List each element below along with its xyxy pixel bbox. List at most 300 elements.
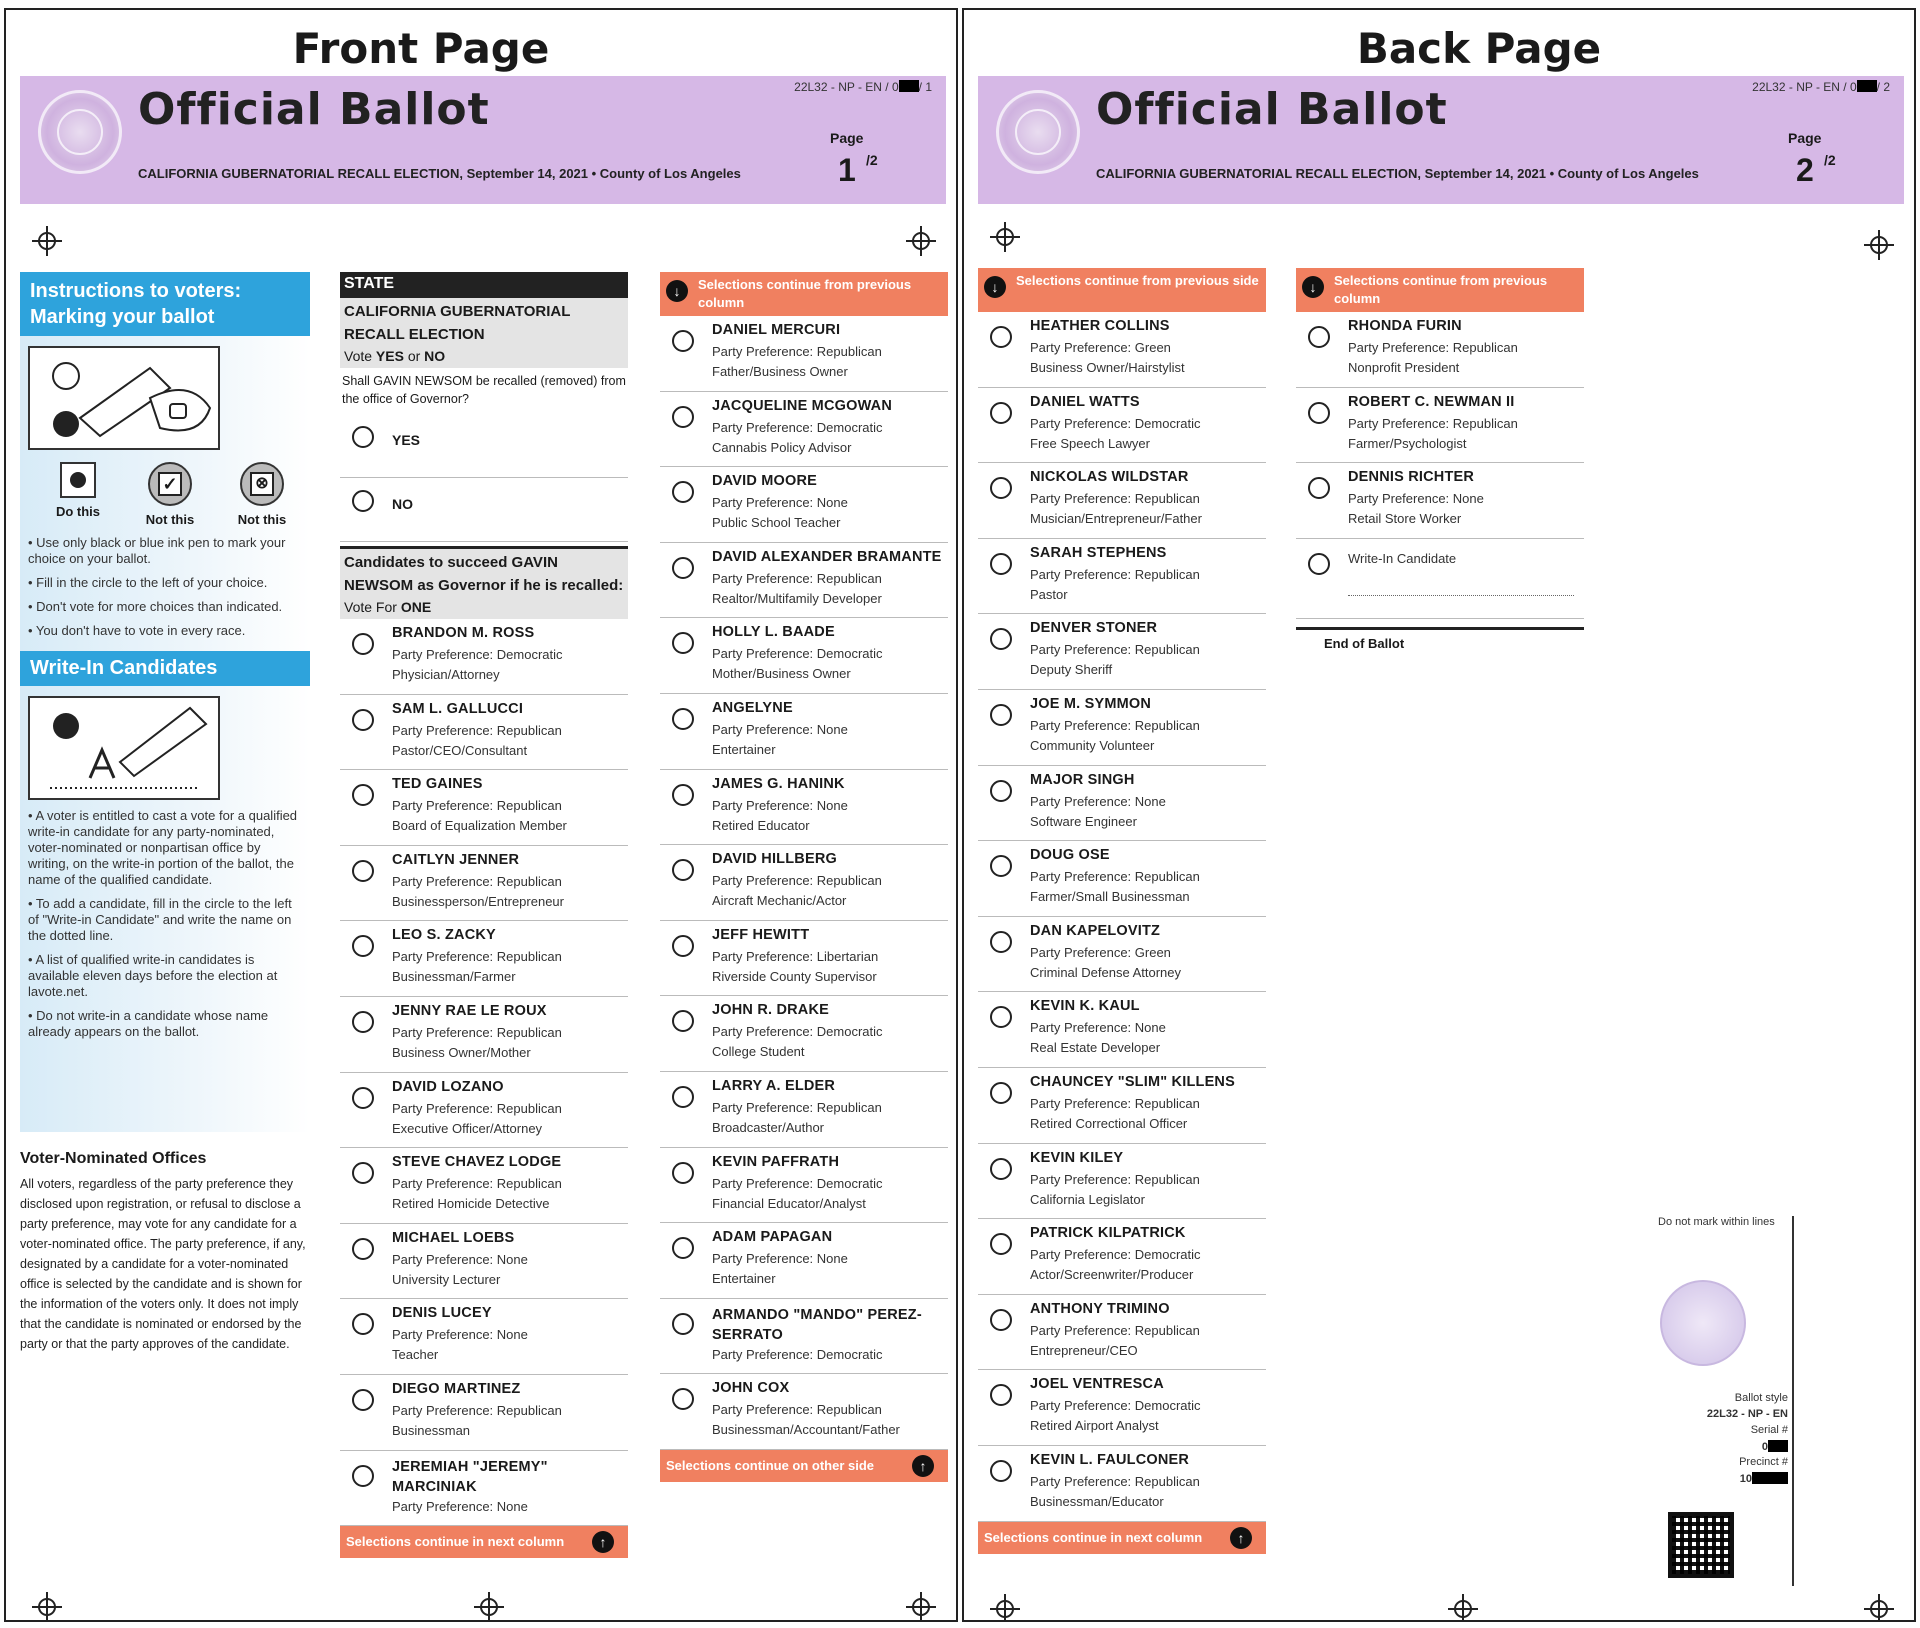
candidate-row[interactable]: [660, 921, 948, 997]
candidate-party: Party Preference: Democratic: [712, 646, 883, 662]
candidate-party: Party Preference: Republican: [392, 798, 562, 814]
candidate-name: JEFF HEWITT: [712, 926, 810, 943]
vote-bubble[interactable]: [990, 628, 1012, 650]
candidate-party: Party Preference: Democratic: [392, 647, 563, 662]
vote-bubble[interactable]: [352, 1465, 374, 1487]
ballot-subtitle: CALIFORNIA GUBERNATORIAL RECALL ELECTION, September 14, 2021 • County of Los Angeles: [1096, 166, 1699, 181]
candidate-occupation: Teacher: [392, 1347, 439, 1363]
candidate-occupation: Physician/Attorney: [392, 667, 500, 682]
ballot-style-value: 22L32 - NP - EN: [1706, 1408, 1788, 1420]
candidate-party: Party Preference: Republican: [1030, 642, 1200, 658]
candidate-party: Party Preference: Republican: [1030, 1473, 1200, 1489]
candidate-party: Party Preference: None: [712, 797, 848, 813]
candidate-party: Party Preference: Republican: [1348, 340, 1518, 355]
vote-bubble[interactable]: [672, 330, 694, 352]
example-correct: Do this: [40, 462, 116, 527]
candidate-occupation: Nonprofit President: [1348, 360, 1460, 375]
ballot-title: Official Ballot: [1096, 84, 1448, 135]
candidate-occupation: Businessman/Educator: [1030, 1493, 1164, 1509]
writein-heading: Write-In Candidates: [20, 651, 310, 686]
front-page: [4, 8, 958, 1622]
candidate-row[interactable]: [660, 1072, 948, 1148]
candidate-row[interactable]: [660, 543, 948, 619]
candidate-row[interactable]: [340, 770, 628, 846]
vote-bubble[interactable]: [352, 709, 374, 731]
candidate-occupation: Retired Homicide Detective: [392, 1196, 550, 1212]
candidate-occupation: Cannabis Policy Advisor: [712, 439, 852, 455]
candidate-occupation: Retail Store Worker: [1348, 511, 1462, 527]
instructions-panel: [20, 272, 310, 1132]
candidate-row[interactable]: [978, 1295, 1266, 1371]
back-page-heading: Back Page: [1356, 24, 1602, 73]
candidate-party: Party Preference: Republican: [712, 1402, 882, 1418]
candidate-row[interactable]: [660, 1374, 948, 1450]
candidate-name: DAVID LOZANO: [392, 1078, 504, 1095]
instruction-bullet: • Fill in the circle to the left of your choice.: [28, 575, 268, 590]
vote-bubble[interactable]: [672, 859, 694, 881]
vote-bubble[interactable]: [352, 1162, 374, 1184]
candidate-name: MICHAEL LOEBS: [392, 1229, 515, 1246]
continue-other-side-bar: Selections continue on other side ↑: [660, 1450, 948, 1482]
front-page-heading: Front Page: [292, 24, 550, 73]
vote-bubble[interactable]: [990, 931, 1012, 953]
candidate-occupation: Entrepreneur/CEO: [1030, 1342, 1138, 1358]
candidate-party: Party Preference: Republican: [392, 873, 562, 889]
candidate-party: Party Preference: None: [392, 1498, 528, 1514]
candidate-party: Party Preference: Democratic: [712, 1346, 883, 1362]
candidate-name: NICKOLAS WILDSTAR: [1030, 469, 1189, 486]
candidate-occupation: Farmer/Small Businessman: [1030, 889, 1190, 905]
candidate-name: LEO S. ZACKY: [392, 927, 496, 944]
candidate-name: DAVID MOORE: [712, 473, 818, 490]
candidate-row[interactable]: [660, 1148, 948, 1224]
continue-next-column-bar: Selections continue in next column ↑: [978, 1522, 1266, 1554]
page-label: Page: [830, 130, 864, 146]
candidate-occupation: Mother/Business Owner: [712, 666, 851, 682]
ballot-header: [978, 76, 1904, 204]
candidate-name: DENVER STONER: [1030, 620, 1158, 637]
continue-from-previous-bar: ↓ Selections continue from previous column: [660, 272, 948, 316]
candidate-name: PATRICK KILPATRICK: [1030, 1225, 1186, 1242]
vote-bubble[interactable]: [352, 860, 374, 882]
vote-bubble[interactable]: [1308, 402, 1330, 424]
example-cross-wrong: ⊗ Not this: [224, 462, 300, 527]
candidate-occupation: Businessman: [392, 1422, 471, 1438]
instruction-bullet: • Use only black or blue ink pen to mark your choice on your ballot.: [28, 535, 286, 566]
candidate-name: LARRY A. ELDER: [712, 1077, 836, 1094]
candidate-occupation: Executive Officer/Attorney: [392, 1120, 543, 1136]
vote-bubble[interactable]: [352, 1389, 374, 1411]
registration-mark-icon: [906, 226, 936, 256]
candidate-party: Party Preference: Republican: [392, 1024, 562, 1040]
candidate-occupation: College Student: [712, 1044, 805, 1060]
candidate-name: JOHN COX: [712, 1380, 790, 1397]
writein-option[interactable]: [1296, 539, 1584, 619]
candidate-party: Party Preference: Republican: [392, 949, 562, 965]
candidate-name: STEVE CHAVEZ LODGE: [392, 1154, 562, 1171]
candidate-row[interactable]: [978, 917, 1266, 993]
page-total: /2: [866, 152, 878, 168]
vote-bubble[interactable]: [990, 1233, 1012, 1255]
candidate-party: Party Preference: Democratic: [1030, 415, 1201, 431]
candidate-occupation: Criminal Defense Attorney: [1030, 964, 1182, 980]
candidate-occupation: Riverside County Supervisor: [712, 968, 877, 984]
candidate-occupation: Actor/Screenwriter/Producer: [1030, 1267, 1194, 1283]
continue-from-previous-bar: ↓ Selections continue from previous side: [978, 268, 1266, 312]
candidate-name: DENNIS RICHTER: [1348, 469, 1475, 486]
candidate-name: TED GAINES: [392, 776, 483, 793]
candidate-occupation: Financial Educator/Analyst: [712, 1195, 866, 1211]
candidate-name: DIEGO MARTINEZ: [392, 1380, 521, 1397]
candidate-name: JOE M. SYMMON: [1030, 695, 1152, 712]
candidate-list: [978, 312, 1266, 1522]
registration-mark-icon: [32, 226, 62, 256]
vote-bubble[interactable]: [990, 1158, 1012, 1180]
vote-bubble[interactable]: [672, 708, 694, 730]
instructions-heading: Instructions to voters: Marking your ballot: [20, 272, 310, 336]
end-of-ballot: End of Ballot: [1296, 627, 1584, 651]
candidate-row[interactable]: [340, 695, 628, 771]
candidate-party: Party Preference: Republican: [1030, 1171, 1200, 1187]
candidate-name: SAM L. GALLUCCI: [392, 700, 524, 717]
recall-vote-instruction: Vote YES or NO: [340, 348, 628, 368]
candidate-row[interactable]: [340, 1451, 628, 1527]
writein-pen-icon: [28, 696, 220, 800]
example-check-wrong: ✓ Not this: [132, 462, 208, 527]
county-seal-icon: [1660, 1280, 1746, 1366]
candidate-occupation: Retired Educator: [712, 817, 810, 833]
candidate-occupation: Business Owner/Hairstylist: [1030, 360, 1185, 375]
vote-bubble[interactable]: [672, 632, 694, 654]
continue-from-previous-bar: ↓ Selections continue from previous column: [1296, 268, 1584, 312]
vote-bubble[interactable]: [1308, 326, 1330, 348]
candidate-row[interactable]: [978, 690, 1266, 766]
vote-bubble[interactable]: [672, 406, 694, 428]
candidate-row[interactable]: [660, 770, 948, 846]
ballot-title: Official Ballot: [138, 84, 490, 135]
recall-question: Shall GAVIN NEWSOM be recalled (removed) from the office of Governor?: [342, 374, 626, 406]
candidate-row[interactable]: [660, 1223, 948, 1299]
vote-bubble[interactable]: [990, 402, 1012, 424]
candidate-name: DAVID ALEXANDER BRAMANTE: [712, 548, 942, 565]
candidate-occupation: Deputy Sheriff: [1030, 662, 1113, 678]
candidate-row[interactable]: [978, 841, 1266, 917]
vote-bubble[interactable]: [672, 784, 694, 806]
candidate-occupation: Community Volunteer: [1030, 737, 1155, 753]
candidate-occupation: Board of Equalization Member: [392, 818, 567, 834]
candidate-name: KEVIN K. KAUL: [1030, 998, 1140, 1015]
candidate-party: Party Preference: Republican: [392, 1176, 562, 1192]
candidate-party: Party Preference: Republican: [1030, 491, 1200, 507]
candidate-occupation: Realtor/Multifamily Developer: [712, 590, 882, 606]
candidate-name: ARMANDO "MANDO" PEREZ-SERRATO: [712, 1306, 922, 1343]
writein-bullet: • Do not write-in a candidate whose name already appears on the ballot.: [28, 1008, 269, 1039]
arrow-down-icon: ↓: [1302, 276, 1324, 298]
candidate-row[interactable]: [340, 1375, 628, 1451]
ballot-subtitle: CALIFORNIA GUBERNATORIAL RECALL ELECTION, September 14, 2021 • County of Los Angeles: [138, 166, 741, 181]
recall-contest-title: CALIFORNIA GUBERNATORIAL RECALL ELECTION: [340, 298, 628, 348]
writein-bullet: • A list of qualified write-in candidates is available eleven days before the election at lavote.net.: [28, 952, 278, 999]
vote-bubble[interactable]: [352, 1087, 374, 1109]
registration-mark-icon: [990, 222, 1020, 252]
vote-bubble[interactable]: [672, 557, 694, 579]
candidate-occupation: Business Owner/Mother: [392, 1044, 531, 1060]
vote-bubble[interactable]: [672, 935, 694, 957]
instruction-bullet: • You don't have to vote in every race.: [28, 623, 246, 638]
candidate-row[interactable]: [340, 619, 628, 695]
candidate-occupation: Retired Correctional Officer: [1030, 1115, 1188, 1131]
candidate-party: Party Preference: Green: [1030, 340, 1171, 355]
margin-line: [1792, 1216, 1794, 1586]
serial-label: Serial #: [1750, 1424, 1788, 1436]
vote-bubble[interactable]: [990, 1082, 1012, 1104]
contest-column-2: [660, 272, 948, 1482]
successor-title: Candidates to succeed GAVIN NEWSOM as Governor if he is recalled:: [340, 549, 628, 599]
page-total: /2: [1824, 152, 1836, 168]
candidate-party: Party Preference: Republican: [712, 570, 882, 586]
candidate-party: Party Preference: Democratic: [1030, 1247, 1201, 1263]
candidate-name: KEVIN L. FAULCONER: [1030, 1451, 1190, 1468]
contest-column-1: [340, 272, 628, 1558]
candidate-occupation: Pastor: [1030, 586, 1068, 602]
candidate-name: JOHN R. DRAKE: [712, 1002, 829, 1019]
candidate-row[interactable]: [340, 921, 628, 997]
candidate-occupation: Broadcaster/Author: [712, 1119, 825, 1135]
vote-bubble[interactable]: [352, 1313, 374, 1335]
writein-bullet: • A voter is entitled to cast a vote for a qualified write-in candidate for any party-nominated, voter-nominated or nonpartisan office by writing, on the write-in portion of the ballot, the name of the qualified candidate.: [28, 808, 298, 887]
candidate-row[interactable]: [978, 1219, 1266, 1295]
candidate-row[interactable]: [660, 392, 948, 468]
candidate-name: DAN KAPELOVITZ: [1030, 922, 1161, 939]
candidate-name: CHAUNCEY "SLIM" KILLENS: [1030, 1073, 1235, 1090]
candidate-row[interactable]: [978, 614, 1266, 690]
vote-bubble[interactable]: [672, 481, 694, 503]
successor-vote-instruction: Vote For ONE: [340, 599, 628, 619]
arrow-up-icon: ↑: [912, 1455, 934, 1477]
candidate-row[interactable]: [1296, 312, 1584, 388]
candidate-row[interactable]: [340, 1073, 628, 1149]
candidate-name: HEATHER COLLINS: [1030, 318, 1170, 334]
registration-mark-icon: [906, 1592, 936, 1622]
candidate-name: DOUG OSE: [1030, 847, 1110, 864]
candidate-row[interactable]: [660, 845, 948, 921]
vote-bubble[interactable]: [672, 1162, 694, 1184]
candidate-party: Party Preference: Green: [1030, 944, 1171, 960]
vote-bubble[interactable]: [352, 1238, 374, 1260]
candidate-name: CAITLYN JENNER: [392, 851, 520, 868]
candidate-party: Party Preference: Republican: [392, 1100, 562, 1116]
candidate-occupation: Aircraft Mechanic/Actor: [712, 893, 847, 909]
option-no[interactable]: NO: [340, 478, 628, 542]
candidate-row[interactable]: [978, 1446, 1266, 1522]
candidate-occupation: Father/Business Owner: [712, 364, 848, 379]
candidate-party: Party Preference: None: [712, 495, 848, 511]
arrow-down-icon: ↓: [666, 280, 688, 302]
candidate-party: Party Preference: None: [1030, 1020, 1166, 1036]
candidate-name: JACQUELINE MCGOWAN: [712, 397, 893, 414]
candidate-name: BRANDON M. ROSS: [392, 625, 535, 641]
candidate-name: DANIEL MERCURI: [712, 322, 841, 338]
candidate-list: [660, 316, 948, 1450]
vote-bubble[interactable]: [672, 1388, 694, 1410]
state-label: STATE: [340, 272, 628, 298]
vote-bubble[interactable]: [352, 490, 374, 512]
candidate-row[interactable]: [978, 1144, 1266, 1220]
vote-bubble[interactable]: [672, 1086, 694, 1108]
vote-bubble[interactable]: [990, 704, 1012, 726]
candidate-name: KEVIN KILEY: [1030, 1149, 1124, 1166]
candidate-name: MAJOR SINGH: [1030, 771, 1135, 788]
candidate-party: Party Preference: Democratic: [712, 1175, 883, 1191]
candidate-party: Party Preference: None: [1348, 491, 1484, 507]
writein-label: Write-In Candidate: [1348, 550, 1457, 566]
arrow-up-icon: ↑: [592, 1531, 614, 1553]
successor-header: [340, 546, 628, 619]
precinct-value: 10: [1704, 1472, 1788, 1485]
candidate-row[interactable]: [660, 694, 948, 770]
vote-bubble[interactable]: [990, 1460, 1012, 1482]
do-not-mark-text: Do not mark within lines: [1658, 1216, 1775, 1228]
candidate-row[interactable]: [978, 312, 1266, 388]
county-seal-icon: [996, 90, 1080, 174]
marking-pen-icon: [28, 346, 220, 450]
candidate-party: Party Preference: Republican: [1030, 869, 1200, 885]
candidate-occupation: Real Estate Developer: [1030, 1040, 1161, 1056]
candidate-name: HOLLY L. BAADE: [712, 624, 835, 641]
candidate-row[interactable]: [660, 467, 948, 543]
candidate-party: Party Preference: None: [392, 1251, 528, 1267]
vote-bubble[interactable]: [352, 633, 374, 655]
candidate-party: Party Preference: None: [1030, 793, 1166, 809]
ballot-header: [20, 76, 946, 204]
redaction-box: [899, 80, 919, 92]
ballot-code: 22L32 - NP - EN / 0 / 2: [1752, 80, 1890, 94]
option-yes[interactable]: YES: [340, 414, 628, 478]
registration-mark-icon: [1448, 1594, 1478, 1622]
candidate-row[interactable]: [1296, 388, 1584, 464]
vote-bubble[interactable]: [672, 1237, 694, 1259]
candidate-party: Party Preference: Republican: [1348, 415, 1518, 431]
candidate-occupation: Retired Airport Analyst: [1030, 1418, 1159, 1434]
candidate-party: Party Preference: Republican: [1030, 1322, 1200, 1338]
candidate-row[interactable]: [660, 996, 948, 1072]
candidate-row[interactable]: [978, 766, 1266, 842]
candidate-row[interactable]: [978, 463, 1266, 539]
candidate-row[interactable]: [340, 1148, 628, 1224]
vote-bubble[interactable]: [990, 326, 1012, 348]
voter-nominated-text: All voters, regardless of the party preference they disclosed upon registration, or refusal to disclose a party preference, may vote for any candidate for a voter-nominated office. The party preference, if any, designated by a candidate for a voter-nominated office is selected by the candidate and is shown for the information of the voters only. It does not imply that the candidate is nominated or endorsed by the party or that the party approves of the candidate.: [20, 1177, 306, 1351]
candidate-row[interactable]: [978, 992, 1266, 1068]
candidate-occupation: Entertainer: [712, 741, 776, 757]
vote-bubble[interactable]: [990, 1309, 1012, 1331]
back-page: [962, 8, 1916, 1622]
vote-bubble[interactable]: [352, 1011, 374, 1033]
registration-mark-icon: [32, 1592, 62, 1622]
continue-next-column-bar: Selections continue in next column ↑: [340, 1526, 628, 1558]
candidate-name: RHONDA FURIN: [1348, 318, 1462, 334]
candidate-row[interactable]: [660, 1299, 948, 1375]
page-number: 1: [838, 152, 856, 188]
candidate-row[interactable]: [340, 997, 628, 1073]
precinct-label: Precinct #: [1739, 1456, 1788, 1468]
candidate-party: Party Preference: Republican: [1030, 1095, 1200, 1111]
candidate-occupation: Public School Teacher: [712, 515, 841, 531]
candidate-occupation: California Legislator: [1030, 1191, 1145, 1207]
candidate-row[interactable]: [978, 539, 1266, 615]
qr-code-icon: [1668, 1512, 1734, 1578]
writein-line[interactable]: [1348, 595, 1574, 596]
vote-bubble[interactable]: [352, 426, 374, 448]
candidate-row[interactable]: [978, 1370, 1266, 1446]
registration-mark-icon: [1864, 1594, 1894, 1622]
candidate-party: Party Preference: Republican: [392, 1402, 562, 1418]
candidate-party: Party Preference: Republican: [712, 1099, 882, 1115]
vote-bubble[interactable]: [672, 1010, 694, 1032]
candidate-occupation: Entertainer: [712, 1271, 776, 1287]
arrow-up-icon: ↑: [1230, 1527, 1252, 1549]
vote-bubble[interactable]: [990, 477, 1012, 499]
writein-bullet: • To add a candidate, fill in the circle to the left of "Write-in Candidate" and write the name on the dotted line.: [28, 896, 292, 943]
candidate-row[interactable]: [1296, 463, 1584, 539]
candidate-party: Party Preference: None: [712, 1251, 848, 1267]
contest-column-3: [978, 268, 1266, 1554]
candidate-party: Party Preference: None: [392, 1327, 528, 1343]
redaction-box: [1857, 80, 1877, 92]
vote-bubble[interactable]: [672, 1313, 694, 1335]
candidate-row[interactable]: [978, 1068, 1266, 1144]
registration-mark-icon: [990, 1594, 1020, 1622]
voter-nominated-info: [20, 1150, 310, 1354]
instruction-bullet: • Don't vote for more choices than indicated.: [28, 599, 283, 614]
vote-bubble[interactable]: [352, 935, 374, 957]
candidate-row[interactable]: [340, 1224, 628, 1300]
vote-bubble[interactable]: [1308, 477, 1330, 499]
ballot-code: 22L32 - NP - EN / 0 / 1: [794, 80, 932, 94]
candidate-name: ADAM PAPAGAN: [712, 1229, 833, 1246]
candidate-name: JOEL VENTRESCA: [1030, 1376, 1164, 1393]
candidate-row[interactable]: [660, 618, 948, 694]
county-seal-icon: [38, 90, 122, 174]
candidate-name: DANIEL WATTS: [1030, 393, 1140, 410]
candidate-occupation: Businessman/Accountant/Father: [712, 1422, 900, 1438]
vote-bubble[interactable]: [990, 780, 1012, 802]
candidate-occupation: Software Engineer: [1030, 813, 1137, 829]
voter-nominated-title: Voter-Nominated Offices: [20, 1150, 207, 1167]
vote-bubble[interactable]: [990, 1384, 1012, 1406]
registration-mark-icon: [474, 1592, 504, 1622]
candidate-occupation: Farmer/Psychologist: [1348, 435, 1467, 451]
candidate-occupation: University Lecturer: [392, 1271, 501, 1287]
vote-bubble[interactable]: [990, 855, 1012, 877]
vote-bubble[interactable]: [1308, 553, 1330, 575]
vote-bubble[interactable]: [352, 784, 374, 806]
candidate-party: Party Preference: Libertarian: [712, 948, 879, 964]
candidate-occupation: Pastor/CEO/Consultant: [392, 742, 528, 758]
candidate-row[interactable]: [340, 1299, 628, 1375]
candidate-party: Party Preference: None: [712, 721, 848, 737]
candidate-list: [1296, 312, 1584, 539]
candidate-row[interactable]: [340, 846, 628, 922]
candidate-row[interactable]: [978, 388, 1266, 464]
page-label: Page: [1788, 130, 1822, 146]
vote-bubble[interactable]: [990, 1006, 1012, 1028]
candidate-party: Party Preference: Democratic: [1030, 1398, 1201, 1414]
vote-bubble[interactable]: [990, 553, 1012, 575]
ballot-style-label: Ballot style: [1734, 1392, 1788, 1404]
marking-examples: [40, 462, 310, 527]
candidate-party: Party Preference: Republican: [712, 873, 882, 889]
candidate-row[interactable]: [660, 316, 948, 392]
